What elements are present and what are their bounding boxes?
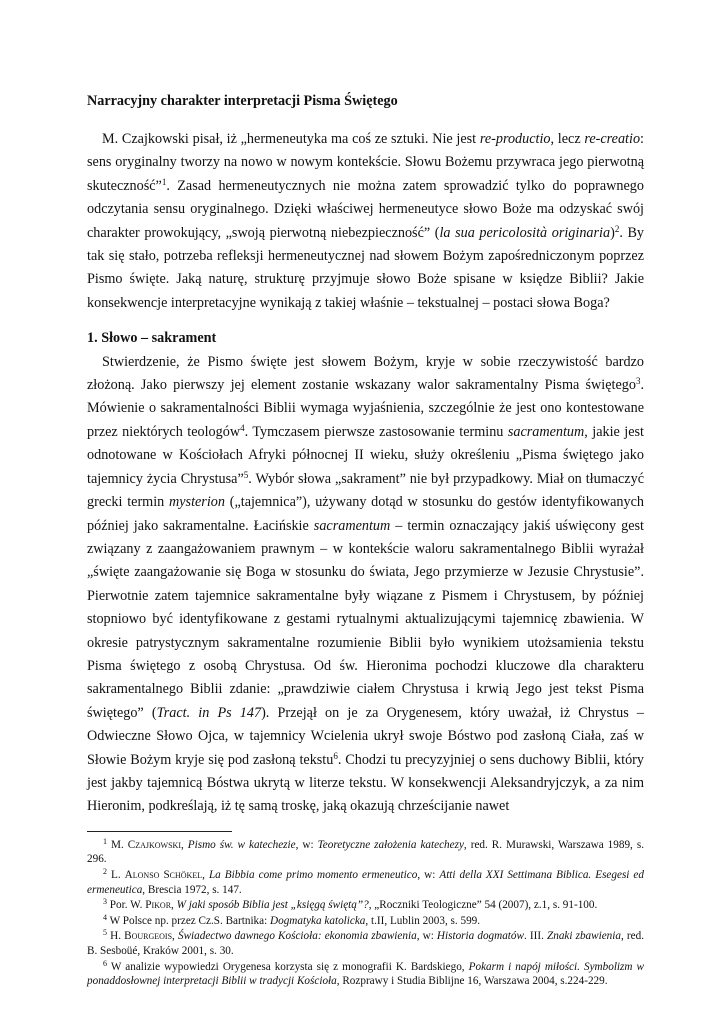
author-name: Pikor <box>145 899 172 912</box>
text-run: , jakie jest odnotowane w Kościołach Afryki północnej II wieku, służy określeniu „Pisma świętego jako tajemnicy życia Chrystusa” <box>87 423 644 487</box>
intro-paragraph <box>87 128 644 315</box>
footnote-marker: 6 <box>333 750 338 761</box>
text-run: H. <box>107 930 125 943</box>
footnote-6 <box>87 960 644 989</box>
text-run: ) <box>610 224 615 241</box>
footnote-marker: 3 <box>103 897 107 907</box>
italic-text: sacramentum <box>507 423 585 440</box>
italic-text: Pokarm i napój miłości. Symbolizm w ponaddosłownej interpretacji Biblii w tradycji Kościoła <box>87 960 644 988</box>
italic-text: Pismo św. w katechezie <box>187 838 296 851</box>
footnote-2 <box>87 868 644 897</box>
italic-text: Znaki zbawienia <box>547 930 621 943</box>
text-run: . Tymczasem pierwsze zastosowanie terminu <box>244 423 508 440</box>
text-run: , Rozprawy i Studia Biblijne 16, Warszawa 2004, s.224-229. <box>336 975 608 988</box>
text-run: , w: <box>417 868 440 881</box>
author-name: Czajkowski <box>127 838 181 851</box>
footnote-marker: 6 <box>103 958 107 968</box>
italic-text: Historia dogmatów <box>436 930 524 943</box>
footnote-marker: 5 <box>243 469 249 480</box>
section-paragraph <box>87 351 644 819</box>
footnote-marker: 4 <box>103 912 107 922</box>
footnote-marker: 4 <box>240 422 245 433</box>
italic-text: re-creatio <box>584 131 641 147</box>
footnote-1 <box>87 838 644 867</box>
section-heading: 1. Słowo – sakrament <box>87 330 217 347</box>
text-run: . Mówienie o sakramentalności Biblii wymaga wyjaśnienia, szczególnie że jest ono kontestowane przez niektórych teologów <box>87 377 644 440</box>
italic-text: Teoretyczne założenia katechezy <box>317 838 464 851</box>
italic-text: re-productio <box>479 131 551 147</box>
text-run: („tajemnica”), używany dotąd w stosunku do gestów identyfikowanych później jako sakramentalne. Łacińskie <box>87 494 645 534</box>
text-run: Stwierdzenie, że Pismo święte jest słowem Bożym, kryje w sobie rzeczywistość bardzo złożoną. Jako pierwszy jej element zostanie wskazany walor sakramentalny Pisma świętego <box>87 353 644 394</box>
text-run: , lecz <box>550 131 585 147</box>
italic-text: Świadectwo dawnego Kościoła: ekonomia zbawienia <box>177 930 417 943</box>
italic-text: W jaki sposób Biblia jest „księgą świętą”? <box>176 899 369 912</box>
document-title: Narracyjny charakter interpretacji Pisma Świętego <box>87 93 398 109</box>
text-run: , <box>171 899 177 912</box>
text-run: . Chodzi tu precyzyjniej o sens duchowy Biblii, który jest jakby tajemnicą Bóstwa ukrytą w literze tekstu. W konsekwencji Aleksandryjczyk, a za nim Hieronim, podkreślają, iż tę samą troskę, jaką okazują chrześcijanie nawet <box>87 751 644 815</box>
text-run: , t.II, Lublin 2003, s. 599. <box>365 914 481 927</box>
text-run: , w: <box>295 838 318 851</box>
italic-text: Tract. in Ps 147 <box>156 704 262 721</box>
text-run: . Wybór słowa „sakrament” nie był przypadkowy. Miał on tłumaczyć grecki termin <box>87 470 644 511</box>
text-run: . III. <box>523 930 547 943</box>
text-run: W analizie wypowiedzi Orygenesa korzysta się z monografii K. Bardskiego, <box>107 960 469 973</box>
text-run: – termin oznaczający jakiś uświęcony gest związany z zaangażowaniem prawnym – w kontekście waloru sakramentalnego Biblii wyrażał „święte zaangażowanie się Boga w stosunku do świata, Jego przymierze w Jezusie Chrystusie”. Pierwotnie zatem tajemnice sakramentalne były wiązane z Pismem i Chrystusem, by później stopniowo być identyfikowane z gestami rytualnymi aktualizującymi tajemnicę zbawienia. W okresie patrystycznym sakramentalne rozumienie Biblii było wynikiem utożsamienia tekstu Pisma świętego z osobą Chrystusa. Od św. Hieronima pochodzi kluczowe dla charakteru sakramentalnego Biblii zdanie: „prawdziwie ciałem Chrystusa i krwią Jego jest tekst Pisma świętego” ( <box>87 517 644 721</box>
author-name: Bourgeois <box>124 930 173 943</box>
text-run: ). Przejął on je za Orygenesem, który uważał, iż Chrystus – Odwieczne Słowo Ojca, w tajemnicy Wcielenia ukrył swoje Bóstwo pod zasłoną Ciała, zaś w Słowie Bożym kryje się pod zasłoną tekstu <box>87 704 644 768</box>
footnote-marker: 3 <box>635 376 641 387</box>
footnote-marker: 2 <box>103 866 107 876</box>
footnote-marker: 1 <box>103 836 107 846</box>
text-run: , <box>181 838 188 851</box>
italic-text: Dogmatyka katolicka <box>270 914 366 927</box>
italic-text: Atti della XXI Settimana Biblica. Esegesi ed ermeneutica <box>87 868 644 896</box>
footnote-4 <box>87 914 644 929</box>
text-run: . By tak się stało, potrzeba refleksji hermeneutycznej nad słowem Bożym zapośredniczonym poprzez Pismo święte. Jaką naturę, strukturę przyjmuje słowo Boże spisane w księdze Biblii? Jakie konsekwencje interpretacyjne wynikają z takiej właśnie – tekstualnej – postaci słowa Boga? <box>87 224 644 311</box>
footnote-3 <box>87 898 644 913</box>
text-run: M. Czajkowski pisał, iż „hermeneutyka ma coś ze sztuki. Nie jest <box>102 131 480 147</box>
text-run: : sens oryginalny tworzy na nowo w nowym kontekście. Słowu Bożemu przywraca jego pierwotną skuteczność” <box>87 131 644 194</box>
text-run: , red. R. Murawski, Warszawa 1989, s. 296. <box>87 838 645 866</box>
text-run: , <box>172 930 178 943</box>
italic-text: la sua pericolosità originaria <box>439 224 611 241</box>
text-run: , „Roczniki Teologiczne” 54 (2007), z.1, s. 91-100. <box>368 899 598 912</box>
italic-text: La Bibbia come primo momento ermeneutico <box>208 868 418 881</box>
text-run: Por. W. <box>107 899 146 912</box>
footnotes <box>87 838 644 989</box>
text-run: , Brescia 1972, s. 147. <box>142 883 242 896</box>
text-run: , w: <box>416 930 437 943</box>
text-run: . Zasad hermeneutycznych nie można zatem sprowadzić tylko do poprawnego odczytania sensu oryginalnego. Dzięki właściwej hermeneutyce słowo Boże ma odzyskać swój charakter prowokujący, „swoją pierwotną niebezpieczność” ( <box>87 177 644 241</box>
text-run: L. <box>107 868 125 881</box>
text-run: , red. B. Sesboüé, Kraków 2001, s. 30. <box>87 930 644 957</box>
author-name: Alonso Schökel <box>124 868 203 881</box>
italic-text: sacramentum <box>313 517 391 534</box>
italic-text: mysterion <box>169 494 225 511</box>
text-run: , <box>202 868 209 881</box>
footnote-marker: 1 <box>161 176 167 187</box>
footnote-5 <box>87 929 644 958</box>
text-run: M. <box>107 838 128 851</box>
footnote-marker: 5 <box>103 928 107 938</box>
footnote-divider <box>87 831 232 832</box>
footnote-marker: 2 <box>614 223 620 234</box>
text-run: W Polsce np. przez Cz.S. Bartnika: <box>107 914 271 927</box>
